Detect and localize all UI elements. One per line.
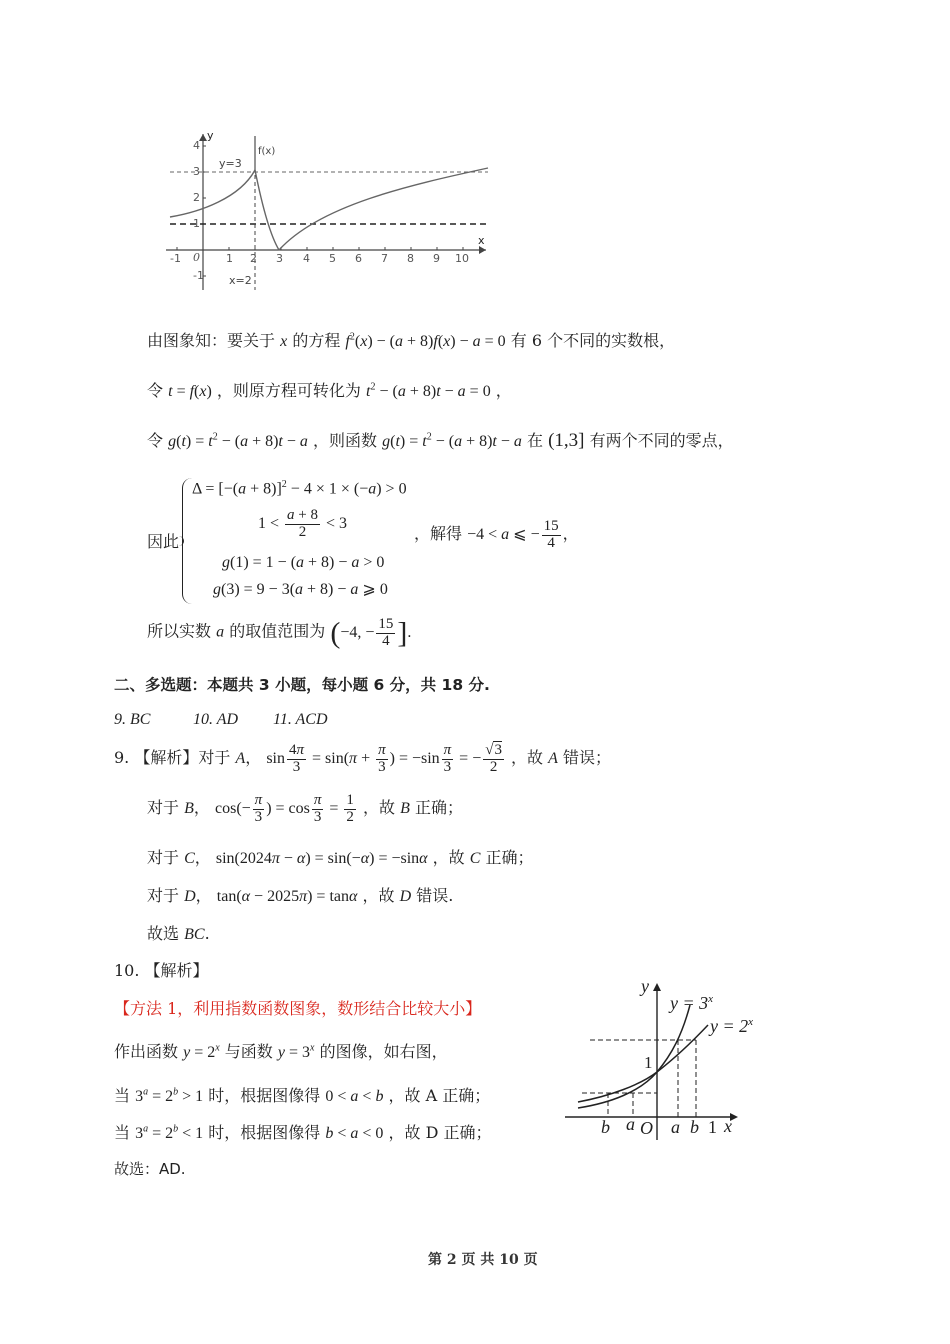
- text: 所以实数: [147, 621, 212, 641]
- text: 的图像，如右图，: [319, 1042, 448, 1061]
- system-row-2: 1 < $\frac{a + 8}{2}$ < 3: [258, 507, 348, 540]
- text: y = 3: [670, 993, 709, 1013]
- q10-heading: 10. 【解析】: [114, 961, 209, 980]
- text: x: [748, 1016, 754, 1028]
- graph2-x-mark: a: [671, 1117, 680, 1137]
- graph1-x-tick: 5: [329, 252, 336, 265]
- solution-line-3: 令 $g(t) = t^2 - (a + 8)t - a$ ，则函数 $g(t) = t^2 - (a + 8)t - a$ 在 (1,3] 有两个不同的零点，: [147, 430, 734, 451]
- system-row-1: $\Delta = [-(a + 8)]^2 - 4 \times 1 \times (-a) > 0$: [192, 479, 407, 498]
- q10-line-2: 当 $3^a = 2^b > 1$ 时，根据图像得 0 < a < b ，故 A 正确；: [114, 1086, 491, 1105]
- solution-line-2: 令 t = f(x) ，则原方程可转化为 $t^2 - (a + 8)t - a = 0$ ，: [147, 381, 512, 400]
- graph2-curve-2x-label: [710, 1016, 753, 1037]
- text: 令: [147, 381, 164, 400]
- solution-range-line: 所以实数 a 的取值范围为 (−4, − $\frac{15}{4}$ ].: [147, 615, 412, 649]
- text: 在: [527, 431, 544, 450]
- q10-selection: 故选：AD.: [114, 1160, 186, 1178]
- text: ，故 D 正确；: [388, 1123, 492, 1142]
- solution-line-1: 由图象知：要关于 x 的方程 $f^2(x) - (a + 8)f(x) - a = 0$ 有 6 个不同的实数根，: [147, 331, 676, 350]
- graph1-x-tick: 1: [226, 252, 233, 265]
- text: 对于: [147, 848, 180, 867]
- text: ，故: [363, 797, 396, 817]
- answer-11: 11. ACD: [273, 711, 328, 728]
- text: 故选: [147, 924, 180, 943]
- graph1-y-axis-label: y: [207, 129, 214, 142]
- q9-option-a: 9. 【解析】对于 A， sin $\frac{4\pi}{3}$ = sin(π + $\frac{\pi}{3}$ ) = −sin $\frac{\pi}{3}$ = − $\frac{√3}{2}$ ，故 A 错误；: [114, 742, 612, 775]
- text: 当: [114, 1086, 131, 1105]
- text: 的取值范围为: [229, 621, 326, 641]
- text: 错误.: [416, 886, 454, 905]
- text: ，解得: [414, 523, 463, 543]
- therefore-label: 因此: [147, 532, 180, 551]
- answer-10: 10. AD: [193, 711, 239, 728]
- graph2-x-mark: a: [626, 1114, 635, 1134]
- q9-option-d: 对于 D， tan(α − 2025π) = tanα ，故 D 错误.: [147, 886, 454, 905]
- text: 9. 【解析】对于: [114, 747, 231, 767]
- graph1-x-tick: 4: [303, 252, 310, 265]
- graph1-x-tick: 9: [433, 252, 440, 265]
- text: ，: [495, 381, 512, 400]
- graph1-label-fx: f(x): [258, 146, 276, 157]
- text: 有两个不同的零点，: [589, 431, 734, 450]
- graph2-x-mark: b: [690, 1117, 699, 1137]
- text: 令: [147, 431, 164, 450]
- text: 正确；: [415, 797, 464, 817]
- text: 错误；: [563, 747, 612, 767]
- q10-method-title: 【方法 1，利用指数函数图象，数形结合比较大小】: [114, 999, 482, 1018]
- graph2-one-label: 1: [644, 1053, 653, 1072]
- graph1-x-tick: 10: [455, 252, 469, 265]
- graph2-x-mark: b: [601, 1117, 610, 1137]
- text: x: [708, 993, 714, 1005]
- graph2-origin-label: O: [640, 1118, 653, 1138]
- section-heading-multiple-choice: 二、多选题：本题共 3 小题，每小题 6 分，共 18 分.: [114, 676, 490, 694]
- graph2-x-axis-label: x: [724, 1116, 732, 1136]
- text: 对于: [147, 886, 180, 905]
- answer-9: 9. BC: [114, 711, 151, 728]
- text: ，故: [362, 886, 395, 905]
- graph1-x-tick: 3: [276, 252, 283, 265]
- q9-option-c: 对于 C， sin(2024π − α) = sin(−α) = −sinα ，故 C 正确；: [147, 848, 534, 867]
- system-row-3: g(1) = 1 − (a + 8) − a > 0: [222, 554, 385, 571]
- text: 由图象知：要关于: [147, 331, 276, 350]
- graph1-x-tick: 8: [407, 252, 414, 265]
- text: 与函数: [224, 1042, 273, 1061]
- graph1-y-tick: -1: [193, 269, 204, 282]
- q9-option-b: 对于 B， cos(− $\frac{\pi}{3}$ ) = cos $\frac{\pi}{3}$ = $\frac{1}{2}$ ，故 B 正确；: [147, 792, 464, 825]
- text: 正确；: [485, 848, 534, 867]
- graph1-x-axis-label: x: [478, 234, 485, 247]
- text: ，则原方程可转化为: [216, 381, 361, 400]
- page-footer: 第 2 页 共 10 页: [428, 1252, 538, 1268]
- text: 当: [114, 1123, 131, 1142]
- graph2-curve-3x-label: [670, 993, 713, 1014]
- system-row-4: g(3) = 9 − 3(a + 8) − a ⩾ 0: [213, 581, 388, 598]
- text: 有 6 个不同的实数根，: [510, 331, 676, 350]
- text: ，故 A 正确；: [388, 1086, 491, 1105]
- text: 的方程: [292, 331, 341, 350]
- text: ，故: [432, 848, 465, 867]
- text: 时，根据图像得: [208, 1123, 321, 1142]
- text: 作出函数: [114, 1042, 179, 1061]
- text: ，则函数: [313, 431, 378, 450]
- system-result: ，解得 −4 < a ⩽ − $\frac{15}{4}$ ，: [414, 518, 579, 551]
- text: y = 2: [710, 1016, 749, 1036]
- graph1-x-tick: -1: [170, 252, 181, 265]
- graph1-label-y3: y=3: [219, 157, 242, 170]
- text: ，故: [511, 747, 544, 767]
- graph1-x-tick: 0: [193, 251, 200, 264]
- graph1-y-tick: 2: [193, 191, 200, 204]
- q10-line-1: 作出函数 $y = 2^x$ 与函数 $y = 3^x$ 的图像，如右图，: [114, 1042, 448, 1061]
- graph1-y-tick: 3: [193, 165, 200, 178]
- text: 时，根据图像得: [208, 1086, 321, 1105]
- q10-line-3: 当 $3^a = 2^b < 1$ 时，根据图像得 b < a < 0 ，故 D 正确；: [114, 1123, 492, 1142]
- q9-selection: 故选 BC.: [147, 924, 210, 943]
- graph1-x-tick: 7: [381, 252, 388, 265]
- graph2-x-mark: 1: [708, 1117, 717, 1137]
- graph1-x-tick: 2: [250, 252, 257, 265]
- text: 对于: [147, 797, 180, 817]
- graph1-y-tick: 1: [193, 217, 200, 230]
- graph1-x-tick: 6: [355, 252, 362, 265]
- graph1-y-tick: 4: [193, 139, 200, 152]
- graph2-y-axis-label: y: [641, 976, 649, 996]
- graph1-label-x2: x=2: [229, 274, 252, 287]
- function-graph-fx: [160, 128, 500, 298]
